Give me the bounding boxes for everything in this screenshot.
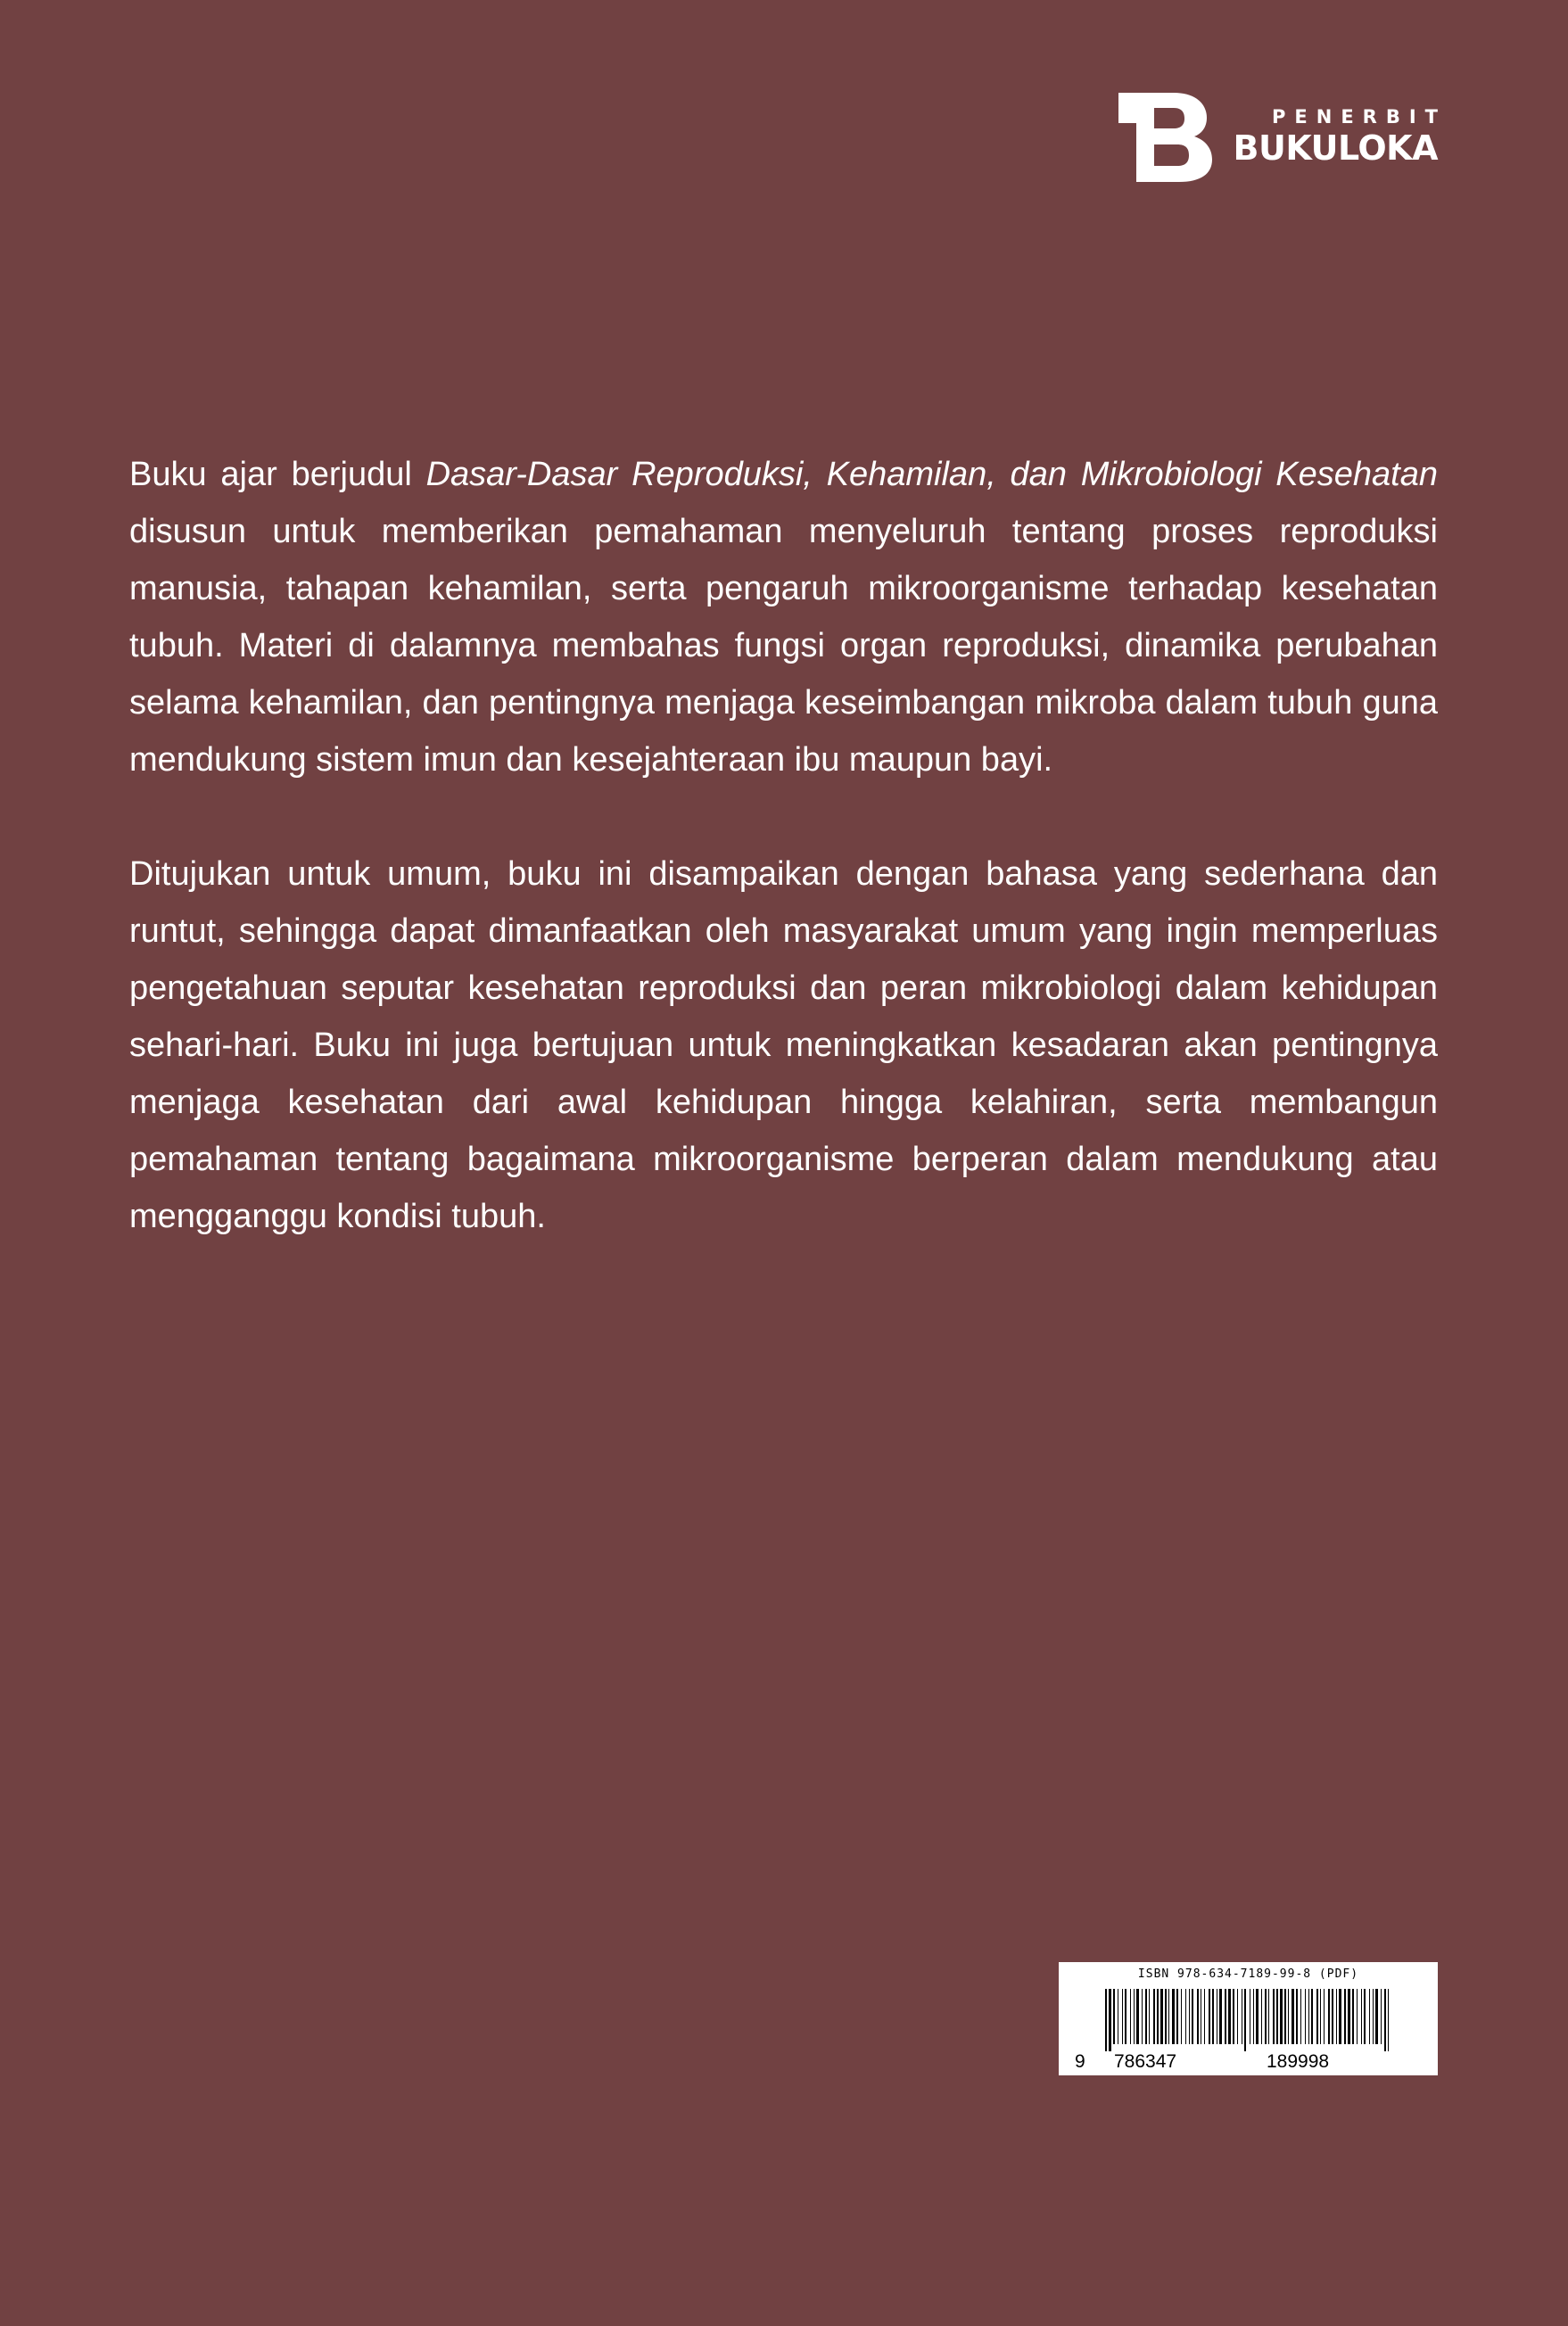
barcode-bar — [1145, 1989, 1147, 2044]
barcode-bar — [1296, 1989, 1298, 2044]
barcode-bar — [1288, 1989, 1289, 2044]
barcode-bar — [1142, 1989, 1143, 2044]
barcode-bar — [1209, 1989, 1210, 2044]
barcode-bar — [1165, 1989, 1167, 2044]
barcode-bar — [1256, 1989, 1259, 2044]
barcode-bar — [1149, 1989, 1150, 2044]
barcode-bar — [1280, 1989, 1283, 2044]
barcode-bar — [1125, 1989, 1126, 2044]
barcode-bar — [1352, 1989, 1354, 2044]
barcode-bar — [1316, 1989, 1318, 2044]
barcode-bar — [1237, 1989, 1238, 2044]
barcode-bar — [1225, 1989, 1226, 2044]
barcode-bar — [1328, 1989, 1330, 2044]
barcode-bar — [1109, 1989, 1111, 2051]
publisher-logo — [1118, 93, 1447, 182]
barcode-bars — [1059, 1987, 1438, 2074]
barcode-bar — [1292, 1989, 1294, 2044]
barcode-bar — [1181, 1989, 1182, 2044]
barcode-bar — [1157, 1989, 1159, 2044]
barcode-bar — [1311, 1989, 1313, 2044]
barcode-bar — [1375, 1989, 1378, 2044]
barcode-digit-first: 9 — [1075, 2051, 1085, 2072]
barcode-bar — [1197, 1989, 1199, 2044]
logo-subtitle: PENERBIT — [1272, 106, 1447, 128]
barcode-bar — [1185, 1989, 1186, 2044]
barcode-bar — [1384, 1989, 1386, 2051]
logo-title: BUKULOKA — [1233, 128, 1438, 168]
barcode-bar — [1357, 1989, 1358, 2044]
barcode-bar — [1189, 1989, 1190, 2044]
blurb-lead: Buku ajar berjudul — [129, 456, 426, 493]
barcode-bar — [1168, 1989, 1169, 2044]
barcode-bar — [1192, 1989, 1193, 2044]
barcode-bar — [1176, 1989, 1178, 2044]
barcode-bar — [1369, 1989, 1370, 2044]
barcode-bar — [1134, 1989, 1135, 2044]
logo-wordmark — [1222, 105, 1447, 168]
isbn-barcode — [1059, 1962, 1438, 2075]
back-cover-blurb — [129, 446, 1438, 1245]
barcode-bar — [1364, 1989, 1366, 2044]
barcode-bar — [1122, 1989, 1123, 2044]
barcode-bar — [1160, 1989, 1163, 2044]
barcode-bar — [1308, 1989, 1309, 2044]
barcode-bar — [1361, 1989, 1362, 2044]
barcode-bar — [1268, 1989, 1269, 2044]
barcode-bar — [1373, 1989, 1374, 2044]
barcode-digits-right: 189998 — [1267, 2051, 1330, 2072]
isbn-text: ISBN 978-634-7189-99-8 (PDF) — [1137, 1967, 1359, 1981]
barcode-bar — [1113, 1989, 1115, 2044]
barcode-bar — [1265, 1989, 1267, 2044]
barcode-bar — [1153, 1989, 1155, 2044]
barcode-bar — [1105, 1989, 1107, 2051]
barcode-bar — [1136, 1989, 1139, 2044]
blurb-paragraph-2: Ditujukan untuk umum, buku ini disampaikan dengan bahasa yang sederhana dan runtut, sehingga dapat dimanfaatkan oleh masyarakat umum yang ingin memperluas pengetahuan seputar kesehatan reproduksi dan peran mikrobiologi dalam kehidupan sehari-hari. Buku ini juga bertujuan untuk meningkatkan kesadaran akan pentingnya menjaga kesehatan dari awal kehidupan hingga kelahiran, serta membangun pemahaman tentang bagaimana mikroorganisme berperan dalam mendukung atau mengganggu kondisi tubuh. — [129, 855, 1438, 1235]
barcode-bar — [1344, 1989, 1346, 2044]
barcode-bar — [1348, 1989, 1350, 2044]
barcode-bar — [1261, 1989, 1262, 2044]
barcode-bar — [1219, 1989, 1222, 2044]
barcode-bar — [1253, 1989, 1254, 2044]
barcode-bar — [1130, 1989, 1131, 2044]
barcode-bar — [1244, 1989, 1246, 2051]
barcode-digits-left: 786347 — [1114, 2051, 1177, 2072]
barcode-bar — [1273, 1989, 1275, 2044]
barcode-bar — [1300, 1989, 1301, 2044]
barcode-bar — [1305, 1989, 1306, 2044]
barcode-bar — [1339, 1989, 1341, 2044]
barcode-bar — [1233, 1989, 1234, 2044]
publisher-logo-mark — [1118, 93, 1217, 182]
book-title: Dasar-Dasar Reproduksi, Kehamilan, dan Mikrobiologi Kesehatan — [425, 456, 1439, 493]
blurb-body: disusun untuk memberikan pemahaman menyeluruh tentang proses reproduksi manusia, tahapan kehamilan, serta pengaruh mikroorganisme terhadap kesehatan tubuh. Materi di dalamnya membahas fungsi organ reproduksi, dinamika perubahan selama kehamilan, dan pentingnya menjaga keseimbangan mikroba dalam tubuh guna mendukung sistem imun dan kesejahteraan ibu maupun bayi. — [129, 513, 1438, 779]
barcode-bar — [1284, 1989, 1286, 2044]
barcode-bar — [1276, 1989, 1278, 2044]
barcode-bar — [1381, 1989, 1382, 2044]
barcode-bar — [1228, 1989, 1231, 2044]
barcode-bar — [1212, 1989, 1214, 2044]
blurb-paragraph-1 — [129, 446, 1438, 788]
barcode-bar — [1324, 1989, 1325, 2044]
barcode-bar — [1172, 1989, 1175, 2044]
barcode-bar — [1332, 1989, 1333, 2044]
barcode-bar — [1336, 1989, 1337, 2044]
barcode-bar — [1320, 1989, 1321, 2044]
barcode-bar — [1388, 1989, 1389, 2051]
barcode-bar — [1204, 1989, 1205, 2044]
